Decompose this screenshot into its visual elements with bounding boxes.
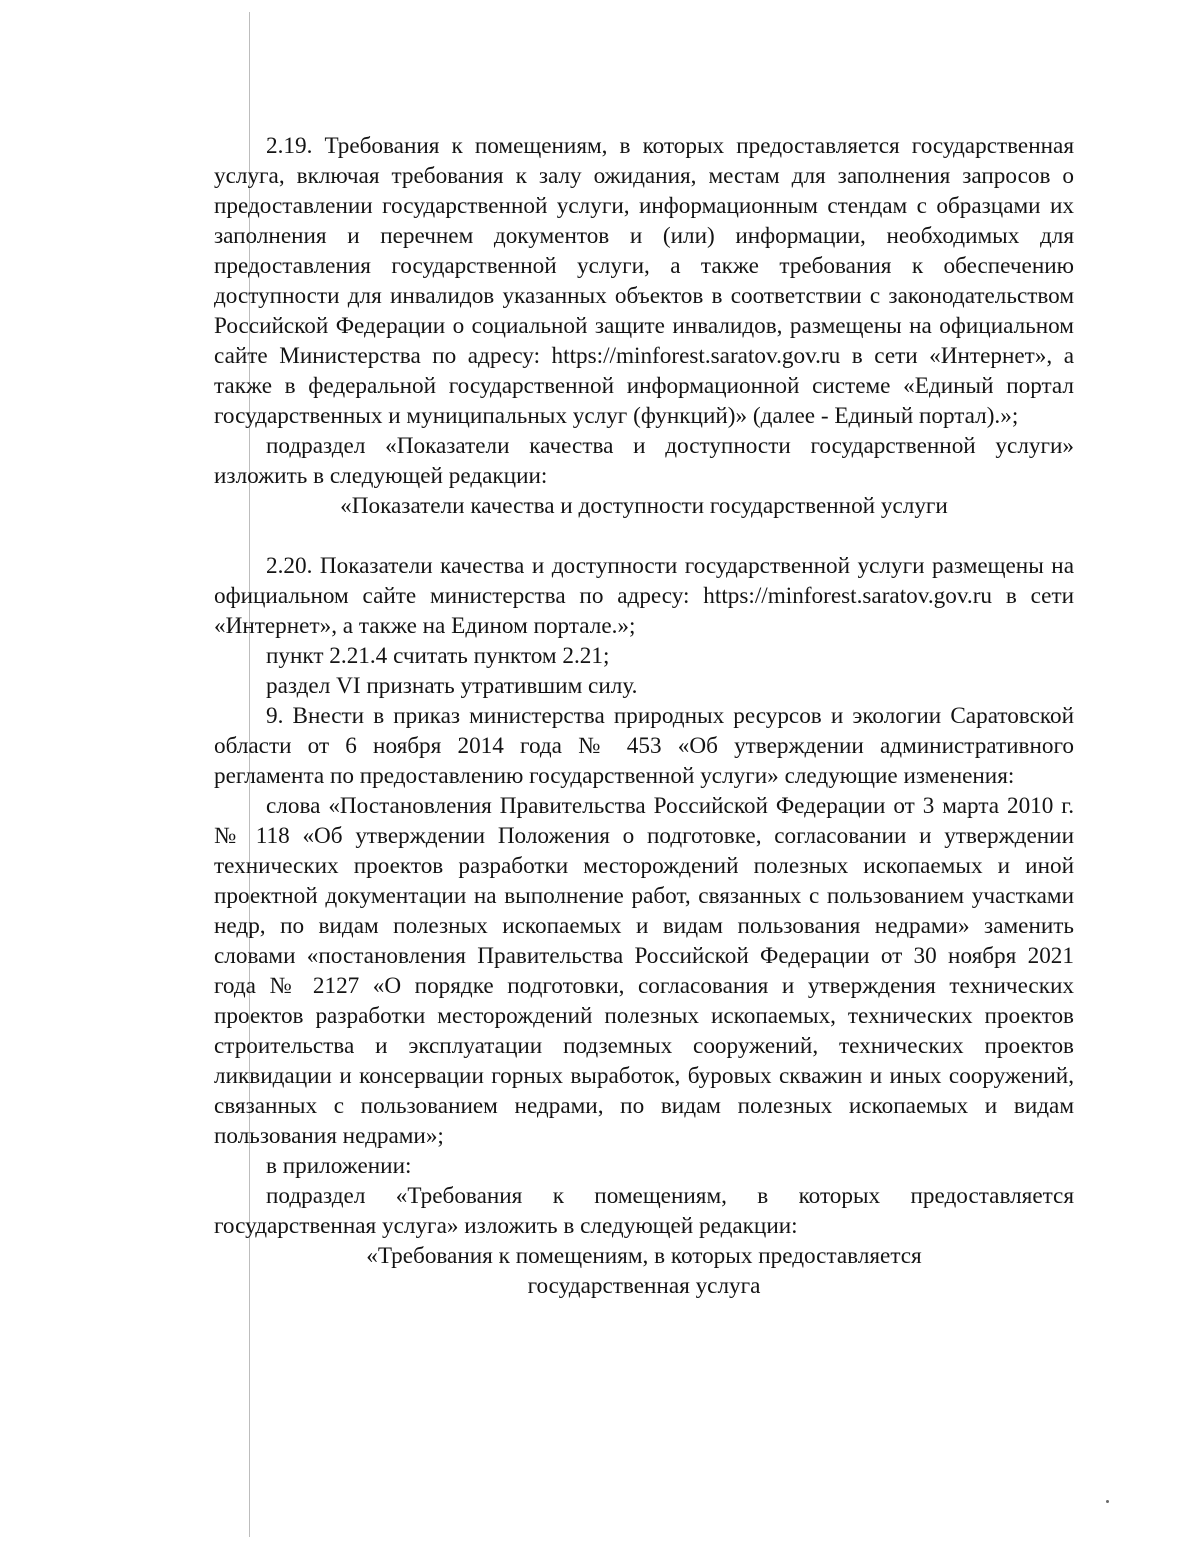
document-body bbox=[214, 131, 1074, 1301]
heading-premises-line-2: государственная услуга bbox=[527, 1273, 761, 1299]
paragraph-item-2-21-4: пункт 2.21.4 считать пунктом 2.21; bbox=[266, 643, 610, 669]
blank-line bbox=[214, 521, 1074, 551]
paragraph-subsection-premises: подраздел «Требования к помещениям, в которых предоставляется государственная услуга» изложить в следующей редакции: bbox=[214, 1183, 1074, 1239]
heading-quality-indicators: «Показатели качества и доступности государственной услуги bbox=[340, 493, 948, 519]
paragraph-words-replacement: слова «Постановления Правительства Российской Федерации от 3 марта 2010 г. № 118 «Об утверждении Положения о подготовке, согласовании и утверждении технических проектов разработки месторождений полезных ископаемых и иной проектной документации на выполнение работ, связанных с пользованием участками недр, по видам полезных ископаемых и видам пользования недрами» заменить словами «постановления Правительства Российской Федерации от 30 ноября 2021 года № 2127 «О порядке подготовки, согласования и утверждения технических проектов разработки месторождений полезных ископаемых, технических проектов строительства и эксплуатации подземных сооружений, технических проектов ликвидации и консервации горных выработок, буровых скважин и иных сооружений, связанных с пользованием недрами, по видам полезных ископаемых и видам пользования недрами»; bbox=[214, 793, 1074, 1149]
paragraph-item-9: 9. Внести в приказ министерства природных ресурсов и экологии Саратовской области от 6 ноября 2014 года № 453 «Об утверждении административного регламента по предоставлению государственной услуги» следующие изменения: bbox=[214, 703, 1074, 789]
paragraph-section-vi: раздел VI признать утратившим силу. bbox=[266, 673, 638, 699]
paragraph-in-appendix: в приложении: bbox=[266, 1153, 412, 1179]
scan-speck bbox=[1106, 1500, 1109, 1503]
paragraph-subsection-quality: подраздел «Показатели качества и доступности государственной услуги» изложить в следующей редакции: bbox=[214, 433, 1074, 489]
paragraph-2-20: 2.20. Показатели качества и доступности государственной услуги размещены на официальном сайте министерства по адресу: https://minforest.saratov.gov.ru в сети «Интернет», а также на Едином портале.»; bbox=[214, 553, 1074, 639]
heading-premises-line-1: «Требования к помещениям, в которых предоставляется bbox=[366, 1243, 922, 1269]
paragraph-2-19: 2.19. Требования к помещениям, в которых предоставляется государственная услуга, включая требования к залу ожидания, местам для заполнения запросов о предоставлении государственной услуги, информационным стендам с образцами их заполнения и перечнем документов и (или) информации, необходимых для предоставления государственной услуги, а также требования к обеспечению доступности для инвалидов указанных объектов в соответствии с законодательством Российской Федерации о социальной защите инвалидов, размещены на официальном сайте Министерства по адресу: https://minforest.saratov.gov.ru в сети «Интернет», а также в федеральной государственной информационной системе «Единый портал государственных и муниципальных услуг (функций)» (далее - Единый портал).»; bbox=[214, 133, 1074, 429]
